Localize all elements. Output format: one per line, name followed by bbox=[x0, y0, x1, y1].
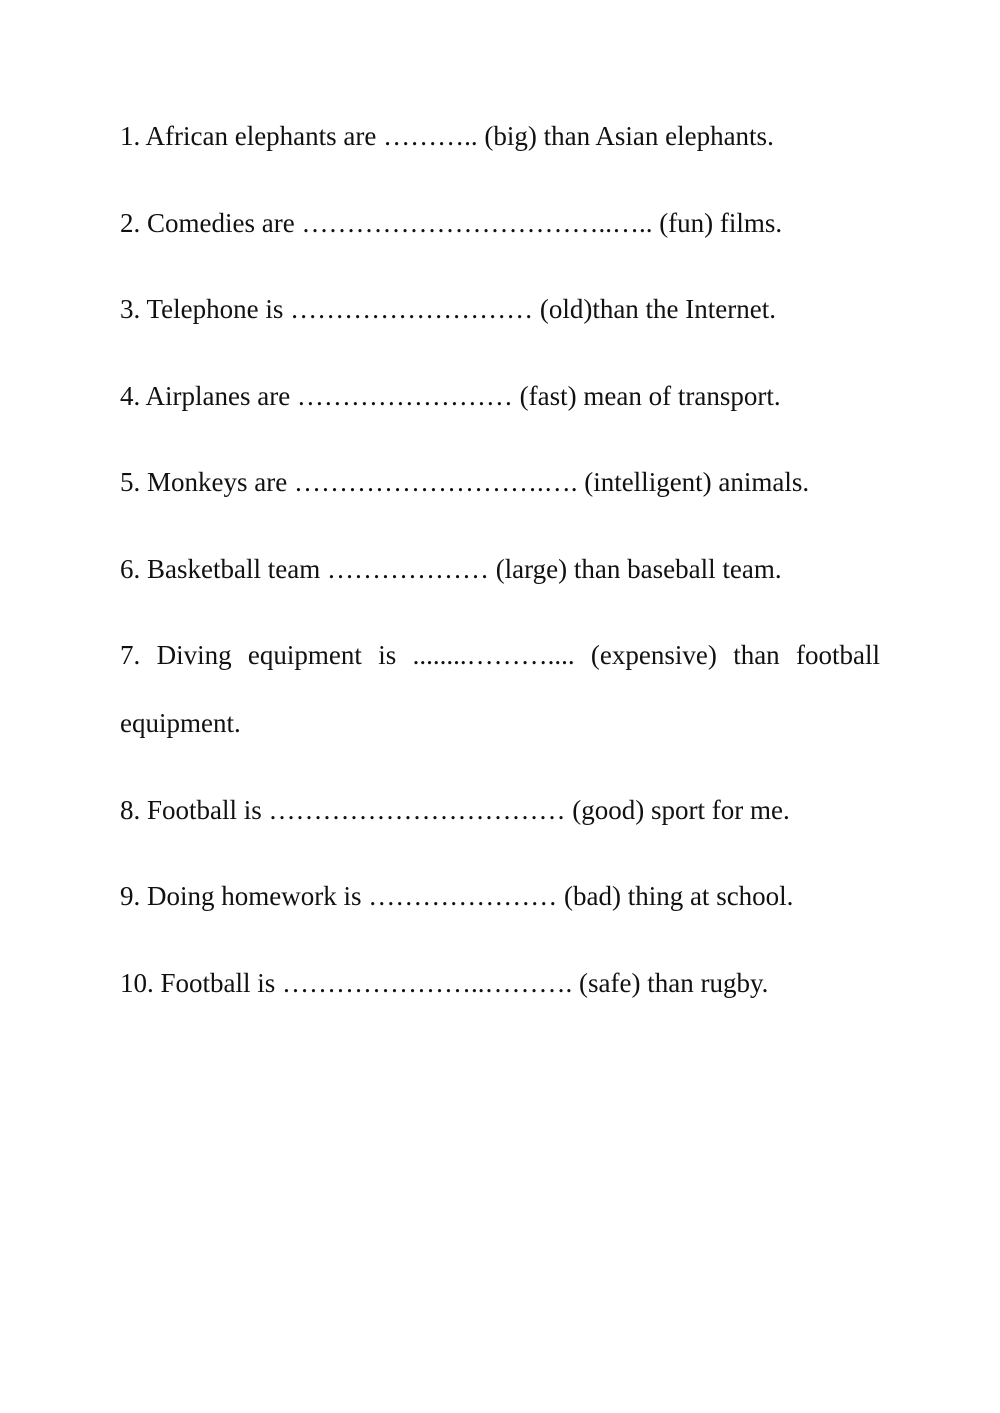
exercise-item-6: 6. Basketball team ……………… (large) than baseball team. bbox=[120, 553, 782, 584]
exercise-item-5: 5. Monkeys are ……………………….…. (intelligent) animals. bbox=[120, 467, 810, 497]
exercise-item-7: 7. Diving equipment is ........……….... (expensive) than football equipment. bbox=[120, 640, 880, 738]
exercise-item-9: 9. Doing homework is ………………… (bad) thing at school. bbox=[120, 881, 794, 911]
exercise-item-4: 4. Airplanes are …………………… (fast) mean of transport. bbox=[120, 380, 781, 411]
exercise-item-8: 8. Football is …………………………… (good) sport for me. bbox=[120, 794, 790, 825]
exercise-item-2: 2. Comedies are ……………………………..….. (fun) films. bbox=[120, 207, 783, 238]
exercise-list bbox=[120, 112, 880, 1045]
exercise-item-1: 1. African elephants are ……….. (big) than Asian elephants. bbox=[120, 121, 774, 151]
exercise-item-3: 3. Telephone is ……………………… (old)than the Internet. bbox=[120, 294, 776, 324]
exercise-item-10: 10. Football is …………………..………. (safe) than rugby. bbox=[120, 967, 769, 998]
